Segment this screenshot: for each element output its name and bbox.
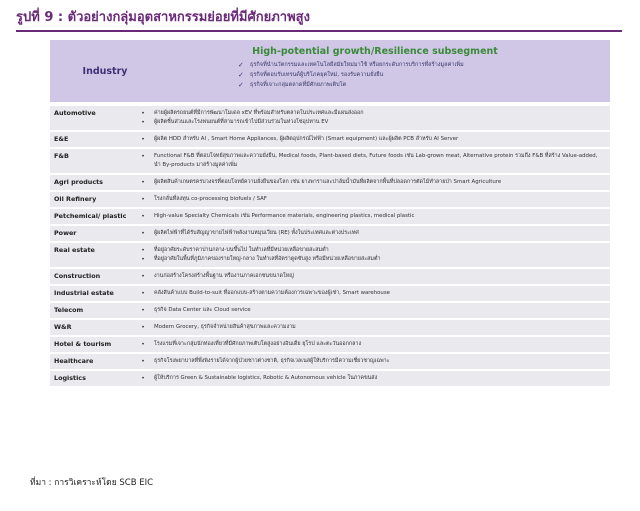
description-cell — [132, 323, 610, 332]
table-row — [50, 226, 610, 241]
description-cell — [132, 135, 610, 144]
industry-column-header: Industry — [82, 65, 128, 77]
bullet-icon: • — [141, 273, 145, 280]
description-cell — [132, 246, 610, 264]
description-cell — [132, 178, 610, 187]
description-text: ผู้ผลิตสินค้าเกษตรครบวงจรที่ตอบโจทย์ความยั่งยืนของโลก เช่น ยางพาราและปาล์มน้ำมันที่ผลิตจากพื้นที่ปลอดการตัดไม้ทำลายป่า Smart Agriculture — [154, 179, 502, 185]
subsegment-column-header — [160, 40, 610, 102]
description-item — [132, 246, 610, 255]
table-row — [50, 132, 610, 147]
description-text: โรงแรมที่เจาะกลุ่มนักท่องเที่ยวที่มีศักยภาพเติบโตสูงอย่างอินเดีย ยุโรป และตะวันออกกลาง — [154, 341, 362, 347]
description-cell — [132, 340, 610, 349]
description-item — [132, 272, 610, 281]
description-text: ผู้ผลิต HDD สำหรับ AI , Smart Home Appliances, ผู้ผลิตอุปกรณ์ไฟฟ้า (Smart equipment) และผู้ผลิต PCB สำหรับ AI Server — [154, 136, 459, 142]
table-row — [50, 149, 610, 173]
criteria-item — [160, 70, 610, 80]
description-item — [132, 195, 610, 204]
description-item — [132, 340, 610, 349]
table-row — [50, 354, 610, 369]
description-item — [132, 255, 610, 264]
bullet-icon: • — [141, 110, 145, 117]
source-note: ที่มา : การวิเคราะห์โดย SCB EIC — [30, 478, 154, 488]
description-text: Modern Grocery, ธุรกิจจำหน่ายสินค้าสุขภาพและความงาม — [154, 324, 296, 330]
industry-cell: Agri products — [54, 178, 103, 186]
industry-cell: Petchemical/ plastic — [54, 212, 127, 220]
criteria-text: ธุรกิจที่เจาะกลุ่มตลาดที่มีศักยภาพเติบโต — [250, 82, 347, 88]
description-cell — [132, 109, 610, 127]
industry-cell: Healthcare — [54, 357, 94, 365]
description-item — [132, 374, 610, 383]
industry-cell: Automotive — [54, 109, 96, 117]
figure-title: รูปที่ 9 : ตัวอย่างกลุ่มอุตสาหกรรมย่อยที่มีศักยภาพสูง — [16, 10, 310, 25]
description-text: ที่อยู่อาศัยระดับราคาปานกลาง-บนขึ้นไป ในทำเลที่มีหน่วยเหลือขายสะสมต่ำ — [154, 247, 329, 253]
description-cell — [132, 195, 610, 204]
check-icon: ✓ — [238, 71, 244, 79]
description-item — [132, 212, 610, 221]
bullet-icon: • — [141, 119, 145, 126]
bullet-icon: • — [141, 230, 145, 237]
industry-cell: E&E — [54, 135, 69, 143]
industry-cell: W&R — [54, 323, 72, 331]
description-item — [132, 178, 610, 187]
industry-cell: Telecom — [54, 306, 84, 314]
description-item — [132, 229, 610, 238]
description-cell — [132, 229, 610, 238]
criteria-item — [160, 60, 610, 70]
description-text: Functional F&B ที่ตอบโจทย์สุขภาพและความยั่งยืน, Medical foods, Plant-based diets, Future foods เช่น Lab-grown meat, Alternative protein รวมถึง F&B ที่สร้าง Value-added, นำ By-products มาสร้างมูลค่าเพิ่ม — [154, 153, 598, 168]
description-item — [132, 135, 610, 144]
industry-cell: Oil Refinery — [54, 195, 97, 203]
table-row — [50, 303, 610, 318]
description-text: ธุรกิจ Data Center และ Cloud service — [154, 307, 251, 313]
bullet-icon: • — [141, 341, 145, 348]
table-row — [50, 337, 610, 352]
bullet-icon: • — [141, 196, 145, 203]
table-row — [50, 209, 610, 224]
bullet-icon: • — [141, 375, 145, 382]
table-row — [50, 106, 610, 130]
table-row — [50, 269, 610, 284]
table-row — [50, 192, 610, 207]
description-text: คลังสินค้าแบบ Build-to-suit ที่ออกแบบ-สร้างตามความต้องการเฉพาะของผู้เช่า, Smart warehouse — [154, 290, 390, 296]
description-item — [132, 152, 610, 170]
check-icon: ✓ — [238, 61, 244, 69]
description-cell — [132, 152, 610, 170]
bullet-icon: • — [141, 256, 145, 263]
industry-cell: Hotel & tourism — [54, 340, 112, 348]
description-text: โรงกลั่นที่ลงทุน co-processing biofuels / SAF — [154, 196, 267, 202]
description-text: งานก่อสร้างโครงสร้างพื้นฐาน หรืองานภาคเอกชนขนาดใหญ่ — [154, 273, 294, 279]
description-text: ผู้ผลิตไฟฟ้าที่ได้รับสัญญาขายไฟฟ้าพลังงานหมุนเวียน (RE) ทั้งในประเทศและต่างประเทศ — [154, 230, 359, 236]
table-row — [50, 175, 610, 190]
description-text: ค่ายผู้ผลิตรถยนต์ที่มีการพัฒนาโมเดล xEV ที่พร้อมสำหรับตลาดในประเทศและมีแผนส่งออก — [154, 110, 364, 116]
bullet-icon: • — [141, 179, 145, 186]
table-row — [50, 320, 610, 335]
industry-cell: Real estate — [54, 246, 95, 254]
table-row — [50, 243, 610, 267]
criteria-text: ธุรกิจที่ตอบรับเทรนด์ผู้บริโภคยุคใหม่, รองรับความยั่งยืน — [250, 72, 384, 78]
industry-cell: Industrial estate — [54, 289, 114, 297]
table-row — [50, 371, 610, 386]
description-text: ที่อยู่อาศัยในพื้นที่ภูมิภาคของรายใหญ่-กลาง ในทำเลที่อัตราดูดซับสูง หรือมีหน่วยเหลือขายสะสมต่ำ — [154, 256, 381, 262]
description-text: ผู้ให้บริการ Green & Sustainable logistics, Robotic & Autonomous vehicle ในภาคขนส่ง — [154, 375, 378, 381]
description-cell — [132, 289, 610, 298]
description-cell — [132, 306, 610, 315]
bullet-icon: • — [141, 358, 145, 365]
description-item — [132, 306, 610, 315]
industry-cell: Construction — [54, 272, 101, 280]
check-icon: ✓ — [238, 81, 244, 89]
bullet-icon: • — [141, 153, 145, 160]
title-divider — [16, 30, 622, 32]
description-cell — [132, 272, 610, 281]
criteria-text: ธุรกิจที่นำนวัตกรรมและเทคโนโลยีสมัยใหม่มาใช้ หรือยกระดับการบริการที่สร้างมูลค่าเพิ่ม — [250, 62, 464, 68]
subsegment-header-title: High-potential growth/Resilience subsegment — [252, 46, 498, 57]
description-text: ผู้ผลิตชิ้นส่วนและโรงพ่นยนต์ที่สามารถเข้าไปมีส่วนร่วมในห่วงโซ่อุปทาน EV — [154, 119, 329, 125]
bullet-icon: • — [141, 290, 145, 297]
bullet-icon: • — [141, 247, 145, 254]
description-cell — [132, 212, 610, 221]
bullet-icon: • — [141, 324, 145, 331]
bullet-icon: • — [141, 307, 145, 314]
description-text: ธุรกิจโรงพยาบาลที่พึ่งพิงรายได้จากผู้ป่วยชาวต่างชาติ, ธุรกิจเวลเนสผู้ให้บริการมีความเชี่ยวชาญเฉพาะ — [154, 358, 390, 364]
industry-cell: Power — [54, 229, 77, 237]
table-header — [50, 40, 610, 102]
subsegment-table — [50, 40, 610, 388]
description-item — [132, 323, 610, 332]
industry-cell: F&B — [54, 152, 69, 160]
description-cell — [132, 357, 610, 366]
description-item — [132, 109, 610, 118]
description-item — [132, 118, 610, 127]
bullet-icon: • — [141, 213, 145, 220]
industry-cell: Logistics — [54, 374, 86, 382]
bullet-icon: • — [141, 136, 145, 143]
table-row — [50, 286, 610, 301]
description-item — [132, 357, 610, 366]
description-item — [132, 289, 610, 298]
description-cell — [132, 374, 610, 383]
criteria-item — [160, 80, 610, 90]
description-text: High-value Specialty Chemicals เช่น Performance materials, engineering plastics, medical plastic — [154, 213, 415, 219]
